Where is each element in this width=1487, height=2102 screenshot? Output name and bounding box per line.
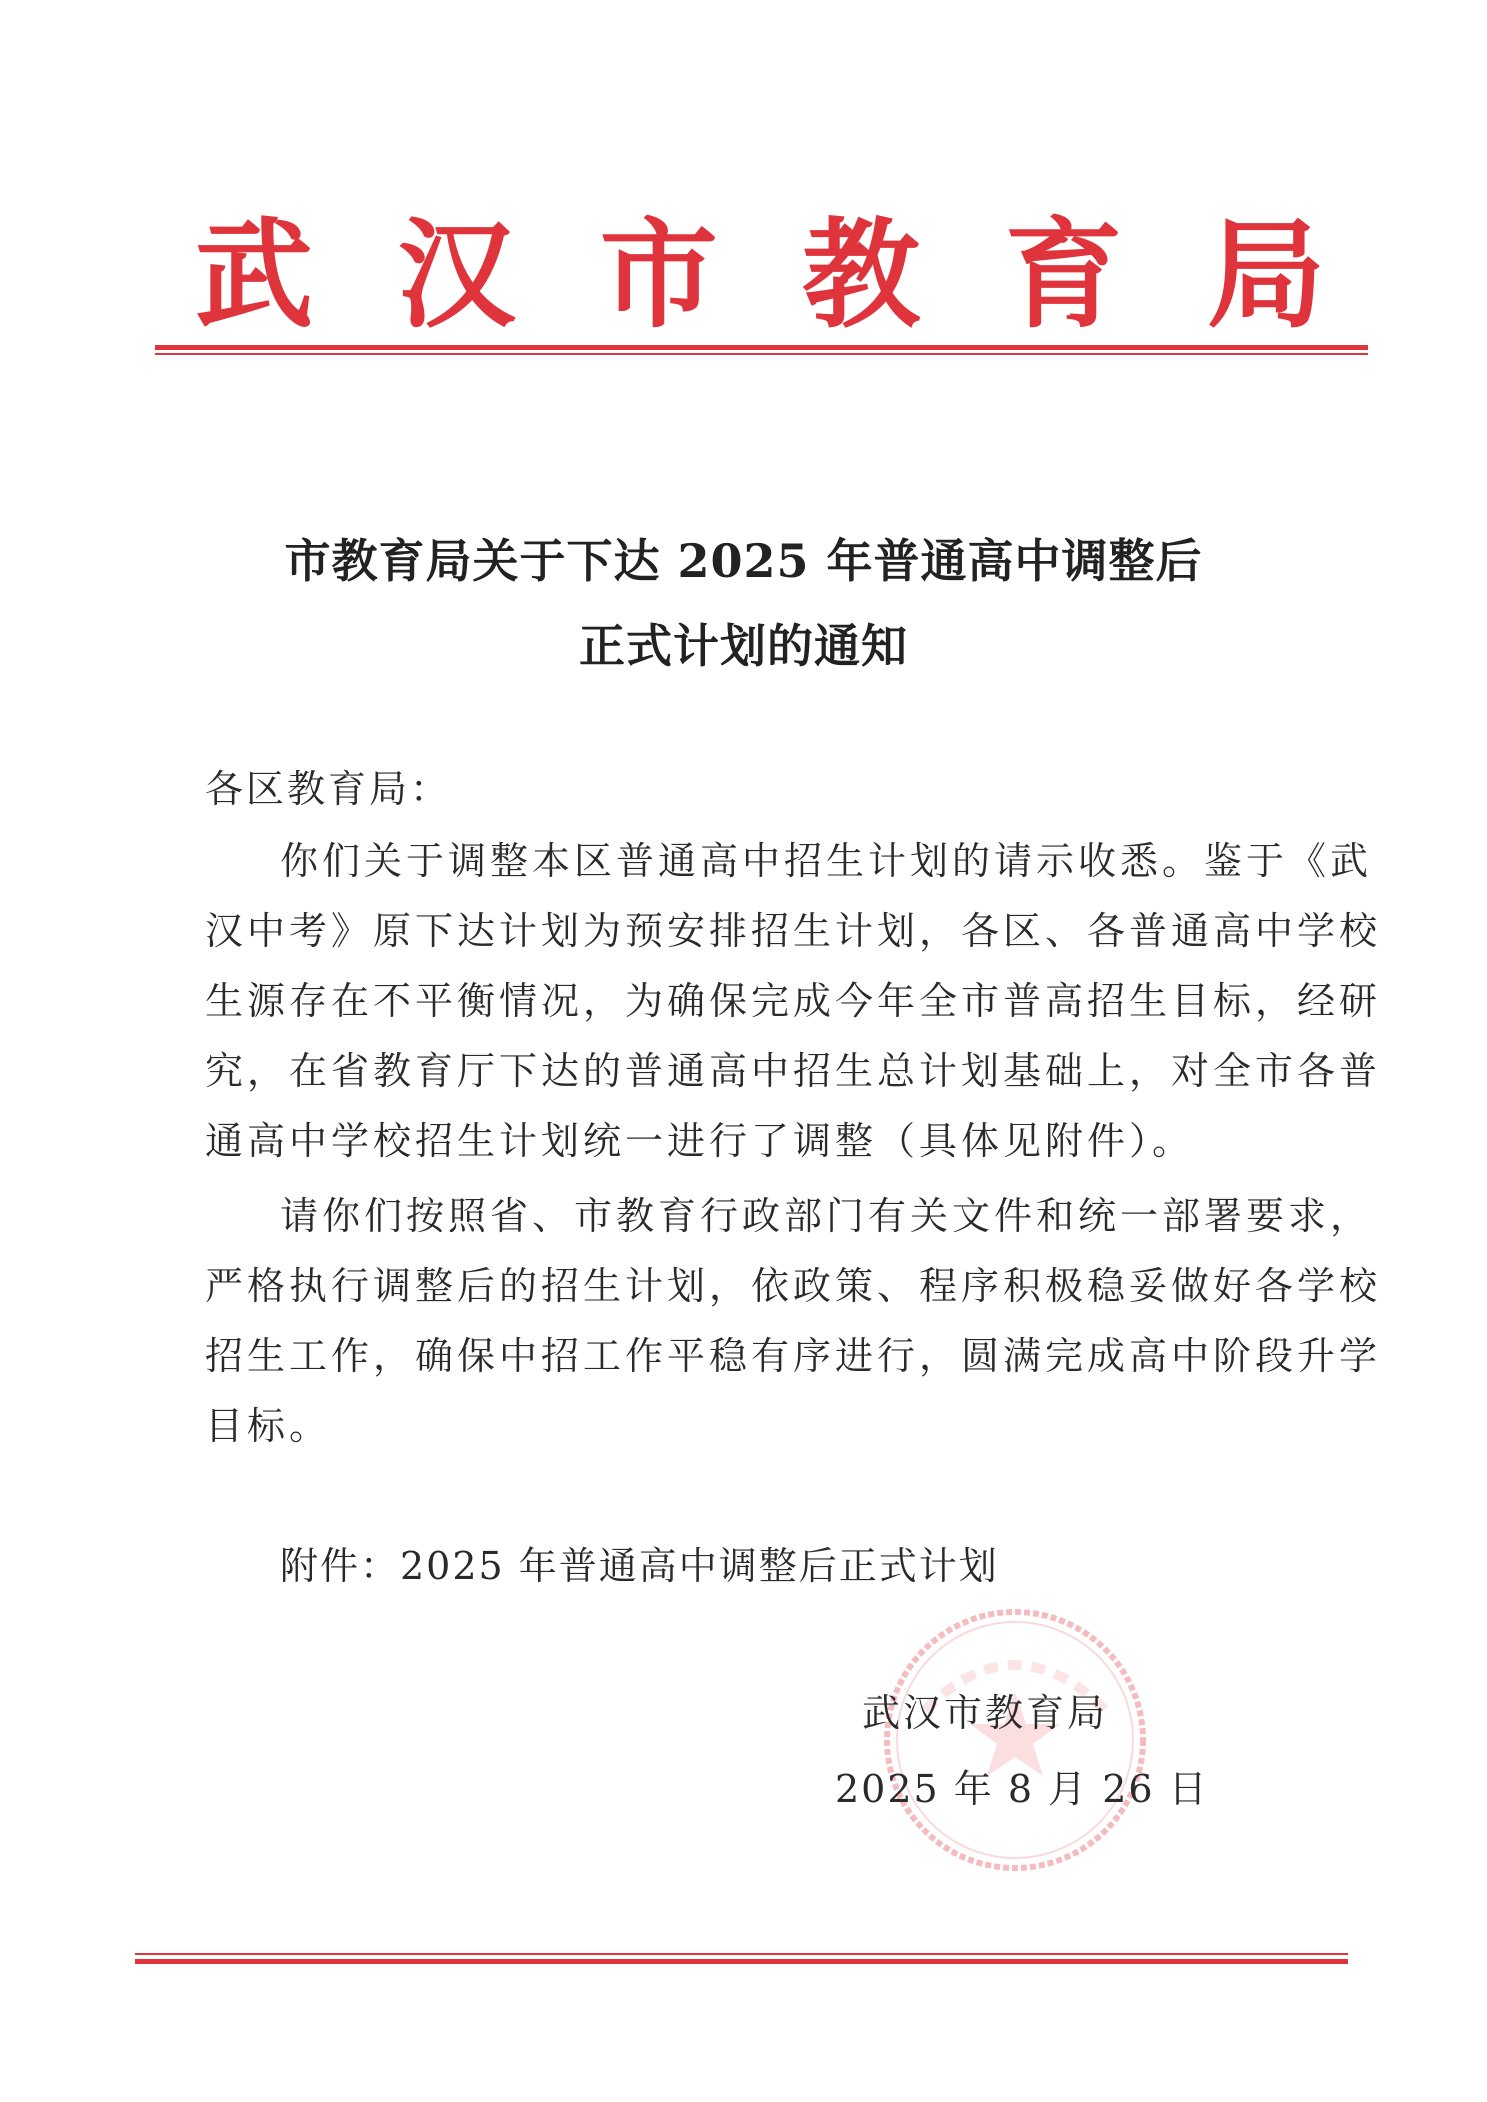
paragraph-1-line: 汉中考》原下达计划为预安排招生计划，各区、各普通高中学校 (205, 909, 1382, 953)
signature-org: 武汉市教育局 (862, 1691, 1109, 1735)
document-title-line-2: 正式计划的通知 (579, 619, 908, 673)
masthead-char: 教 (802, 206, 921, 344)
masthead-org-name (195, 205, 1325, 345)
masthead-char: 育 (1004, 206, 1123, 344)
document-title-line-1: 市教育局关于下达 2025 年普通高中调整后 (284, 534, 1203, 588)
masthead-char: 局 (1206, 206, 1325, 344)
masthead-divider (155, 345, 1368, 355)
signature-date: 2025 年 8 月 26 日 (835, 1767, 1209, 1811)
paragraph-1-line: 通高中学校招生计划统一进行了调整（具体见附件）。 (205, 1119, 1195, 1163)
paragraph-2-line: 招生工作，确保中招工作平稳有序进行，圆满完成高中阶段升学 (205, 1334, 1382, 1378)
footer-divider (135, 1953, 1348, 1964)
masthead-char: 市 (599, 206, 718, 344)
attachment-line: 附件：2025 年普通高中调整后正式计划 (280, 1544, 999, 1588)
masthead-char: 汉 (397, 206, 516, 344)
paragraph-2-line: 目标。 (205, 1404, 332, 1448)
paragraph-1-line: 生源存在不平衡情况，为确保完成今年全市普高招生目标，经研 (205, 979, 1382, 1023)
salutation: 各区教育局： (205, 767, 452, 811)
paragraph-1-line: 你们关于调整本区普通高中招生计划的请示收悉。鉴于《武 (280, 839, 1373, 883)
masthead-char: 武 (195, 206, 314, 344)
paragraph-2-line: 请你们按照省、市教育行政部门有关文件和统一部署要求， (280, 1194, 1373, 1238)
paragraph-1-line: 究，在省教育厅下达的普通高中招生总计划基础上，对全市各普 (205, 1049, 1382, 1093)
paragraph-2-line: 严格执行调整后的招生计划，依政策、程序积极稳妥做好各学校 (205, 1264, 1382, 1308)
official-seal-icon (875, 1600, 1155, 1880)
